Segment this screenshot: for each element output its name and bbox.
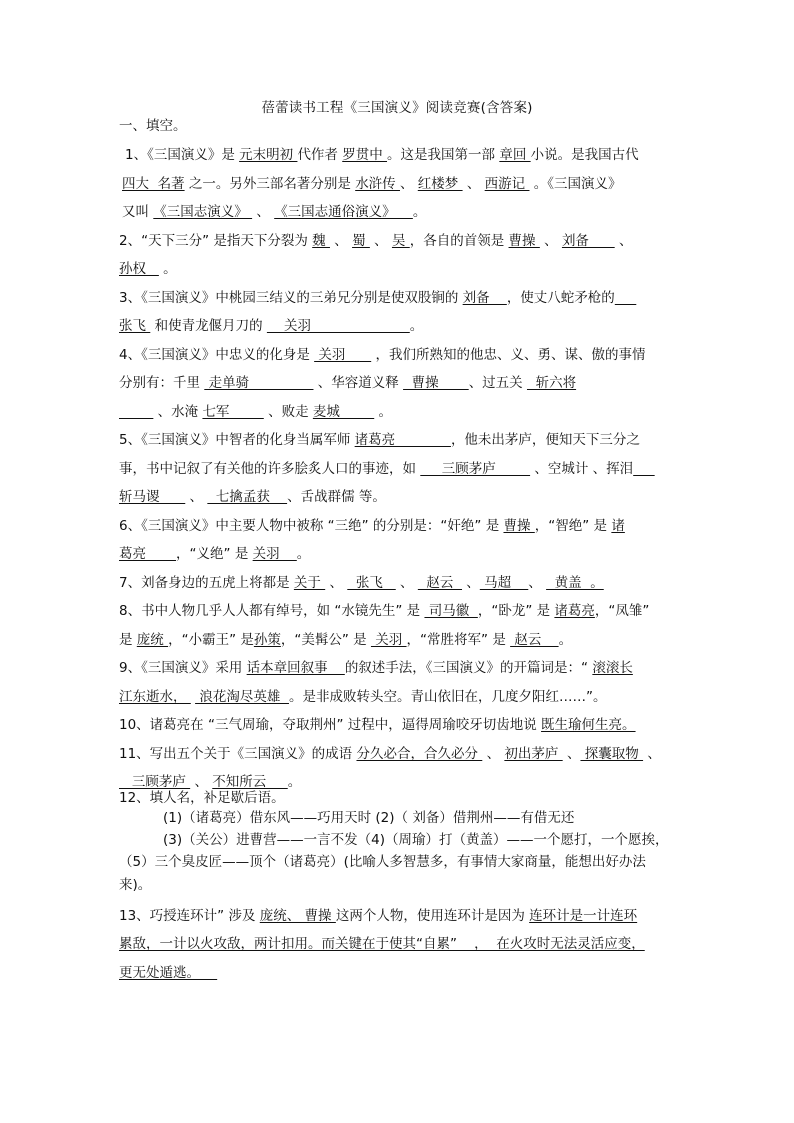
answer-blank: 滚滚长	[592, 660, 633, 676]
answer-blank: 走单骑	[204, 375, 314, 391]
question-text: ，“美髯公” 是	[280, 632, 371, 648]
answer-blank: 三顾茅庐	[420, 461, 531, 477]
question-text: 、	[462, 575, 480, 591]
answer-blank: 司马徽	[424, 603, 478, 619]
question-text: 6、《三国演义》中主要人物中被称 “三绝” 的分别是：“奸绝” 是	[119, 518, 504, 534]
question-line	[119, 374, 685, 392]
question-text: 、	[539, 233, 562, 249]
question-text: ，“卧龙” 是	[477, 603, 555, 619]
answer-blank: 孙策	[253, 632, 281, 648]
question-line	[125, 146, 691, 164]
answer-blank: 曹操	[508, 233, 540, 249]
question-text: ，“义绝” 是	[176, 546, 253, 562]
answer-blank: 水浒传	[355, 176, 400, 192]
answer-blank: 斩六将	[526, 375, 577, 391]
question-text: ，使丈八蛇矛枪的	[506, 290, 615, 306]
question-line	[119, 232, 685, 250]
answer-blank: 累敌，一计以火攻敌，两计扣用。而关键在于使其“自累” ， 在火攻时无法灵活应变，	[119, 936, 645, 952]
question-text: ，“智绝” 是	[534, 518, 612, 534]
question-text: 。这是我国第一部	[387, 147, 500, 163]
question-line	[119, 716, 685, 734]
answer-blank: 不知所云	[212, 774, 288, 790]
question-text: 、	[369, 233, 392, 249]
question-text: 代作者	[297, 147, 343, 163]
question-text: 7、刘备身边的五虎上将都是	[119, 575, 294, 591]
question-text: 这两个人物，使用连环计是因为	[335, 908, 530, 924]
question-line	[119, 317, 685, 335]
question-line	[119, 574, 685, 592]
question-text: 、	[329, 233, 353, 249]
answer-blank: 诸	[611, 518, 625, 534]
question-text: ，各自的首领是	[409, 233, 509, 249]
question-text: 1、《三国演义》是	[125, 147, 240, 163]
question-text: 。	[287, 774, 302, 790]
answer-blank: 三顾茅庐	[119, 774, 191, 790]
question-text: 、	[325, 575, 348, 591]
question-line	[119, 403, 685, 421]
answer-blank: 红楼梦	[417, 176, 463, 192]
section-heading-fill-blank: 一、填空。	[119, 118, 187, 134]
question-text: 之一。另外三部名著分别是	[184, 176, 356, 192]
question-line	[119, 602, 685, 620]
question-text: 、过五关	[468, 375, 527, 391]
answer-blank: 关羽	[314, 347, 372, 363]
question-text: 。	[158, 261, 177, 277]
xiehouyu-line: (3)（关公）进曹营——一言不发（4)（周瑜）打（黄盖）——一个愿打，一个愿挨，	[163, 832, 669, 848]
question-text: 。是非成败转头空。青山依旧在，几度夕阳红……”。	[288, 689, 607, 705]
question-text: 、空城计 、挥泪	[530, 461, 634, 477]
question-text: 、	[252, 204, 275, 220]
question-line	[119, 545, 685, 563]
answer-blank: 四大 名著	[122, 176, 185, 192]
answer-blank: 分久必合，合久必分	[356, 746, 483, 762]
question-text: 。	[412, 204, 427, 220]
answer-blank: 初出茅庐	[504, 746, 563, 762]
answer-blank: 更无处遁逃。	[119, 965, 218, 981]
question-line	[119, 517, 685, 535]
question-line	[119, 631, 685, 649]
answer-blank: 吴	[391, 233, 410, 249]
answer-blank: 浪花淘尽英雄	[195, 689, 289, 705]
answer-blank: 蜀	[352, 233, 370, 249]
question-line	[119, 907, 685, 925]
question-text: 、	[643, 746, 661, 762]
question-text: 分别有：千里	[119, 375, 205, 391]
question-line	[122, 203, 688, 221]
answer-blank: 张飞	[347, 575, 396, 591]
question-line	[119, 659, 685, 677]
question-line	[119, 688, 685, 706]
question-text: 13、巧授连环计” 涉及	[119, 908, 260, 924]
answer-blank	[615, 290, 636, 306]
question-line	[119, 260, 685, 278]
xiehouyu-line: 来)。	[119, 877, 152, 893]
answer-blank: 孙权	[119, 261, 159, 277]
question-text: 、水淹	[153, 404, 203, 420]
question-text: 、	[462, 176, 485, 192]
answer-blank: 葛亮	[119, 546, 177, 562]
question-text: 是	[119, 632, 137, 648]
xiehouyu-line: （5）三个臭皮匠——顶个（诸葛亮）(比喻人多智慧多，有事情大家商量，能想出好办法	[119, 854, 646, 870]
answer-blank	[633, 461, 654, 477]
question-line	[122, 175, 688, 193]
answer-blank: 江东逝水，	[119, 689, 191, 705]
question-text: 、败走	[263, 404, 313, 420]
question-text: 和使青龙偃月刀的	[150, 318, 267, 334]
question-text: 、舌战群儒 等。	[287, 489, 386, 505]
section-heading-xiehouyu: 12、填人名，补足歇后语。	[119, 790, 285, 806]
question-text: 、	[190, 774, 213, 790]
question-text: 事，书中记叙了有关他的许多脍炙人口的事迹，如	[119, 461, 421, 477]
question-text: 。《三国演义》	[529, 176, 622, 192]
xiehouyu-line: (1)（诸葛亮）借东风——巧用天时 (2)（ 刘备）借荆州——有借无还	[163, 810, 575, 826]
answer-blank: 魏	[312, 233, 330, 249]
answer-blank: 七擒孟获	[207, 489, 288, 505]
answer-blank: 《三国志通俗演义》	[274, 204, 413, 220]
answer-blank: 马超	[479, 575, 529, 591]
question-text: 小说。是我国古代	[530, 147, 639, 163]
answer-blank: 庞统、 曹操	[259, 908, 336, 924]
question-text: 、华容道义释	[313, 375, 404, 391]
answer-blank: 斩马谡	[119, 489, 186, 505]
answer-blank: 刘备	[462, 290, 507, 306]
question-line	[119, 964, 685, 982]
question-line	[119, 745, 685, 763]
answer-blank: 刘备	[561, 233, 615, 249]
question-text: ，“常胜将军” 是	[406, 632, 511, 648]
question-text: ，“凤雏”	[594, 603, 650, 619]
question-text: 5、《三国演义》中智者的化身当属军师	[119, 432, 355, 448]
question-text: 、	[395, 575, 418, 591]
answer-blank: 连环计是一计连环	[529, 908, 638, 924]
answer-blank: 曹操	[503, 518, 535, 534]
question-text: 、	[614, 233, 633, 249]
question-text: 3、《三国演义》中桃园三结义的三弟兄分别是使双股锏的	[119, 290, 463, 306]
answer-blank: 章回	[499, 147, 531, 163]
question-text: 又叫	[122, 204, 154, 220]
answer-blank: 关于	[293, 575, 326, 591]
answer-blank: 诸葛亮	[554, 603, 595, 619]
answer-blank: 麦城	[312, 404, 375, 420]
question-text: 、	[482, 746, 505, 762]
question-text: ，“小霸王” 是	[168, 632, 254, 648]
question-line	[119, 935, 685, 953]
question-text: 、	[185, 489, 208, 505]
question-line	[119, 460, 685, 478]
answer-blank: 关羽	[266, 318, 410, 334]
answer-blank: 赵云	[510, 632, 559, 648]
answer-blank: 话本章回叙事	[246, 660, 345, 676]
question-line	[119, 346, 685, 364]
answer-blank: 《三国志演义》	[153, 204, 253, 220]
answer-blank: 黄盖 。	[546, 575, 604, 591]
answer-blank: 关羽	[370, 632, 407, 648]
question-text: 9、《三国演义》采用	[119, 660, 247, 676]
answer-blank: 元末明初	[239, 147, 298, 163]
answer-blank: 诸葛亮	[354, 432, 451, 448]
question-text: 。	[296, 546, 311, 562]
answer-blank	[119, 404, 153, 420]
question-text: 。	[374, 404, 393, 420]
question-text: ，我们所熟知的他忠、义、勇、谋、傲的事情	[371, 347, 646, 363]
question-text: 2、“天下三分” 是指天下分裂为	[119, 233, 313, 249]
question-line	[119, 289, 685, 307]
answer-blank: 罗贯中	[342, 147, 388, 163]
answer-blank: 张飞	[119, 318, 151, 334]
question-text: 。	[409, 318, 424, 334]
question-text: 、	[562, 746, 581, 762]
answer-blank: 关羽	[252, 546, 297, 562]
answer-blank: 赵云	[417, 575, 463, 591]
question-text: 、	[399, 176, 418, 192]
question-line	[119, 488, 685, 506]
question-text: 10、诸葛亮在 “三气周瑜，夺取荆州” 过程中，逼得周瑜咬牙切齿地说	[119, 717, 542, 733]
question-text: 的叙述手法，《三国演义》的开篇词是：“	[344, 660, 593, 676]
question-text: 8、书中人物几乎人人都有绰号，如 “水镜先生” 是	[119, 603, 425, 619]
answer-blank: 西游记	[484, 176, 530, 192]
document-title: 蓓蕾读书工程《三国演义》阅读竞赛(含答案)	[261, 100, 533, 116]
question-text: ，他未出茅庐，便知天下三分之	[450, 432, 640, 448]
answer-blank: 七军	[202, 404, 264, 420]
question-text: 4、《三国演义》中忠义的化身是	[119, 347, 315, 363]
answer-blank: 探囊取物	[580, 746, 644, 762]
answer-blank: 曹操	[403, 375, 469, 391]
question-line	[119, 431, 685, 449]
question-text: 、	[528, 575, 547, 591]
answer-blank: 庞统	[136, 632, 169, 648]
answer-blank: 既生瑜何生亮。	[541, 717, 636, 733]
question-text: 。	[558, 632, 573, 648]
question-text: 11、写出五个关于《三国演义》的成语	[119, 746, 357, 762]
